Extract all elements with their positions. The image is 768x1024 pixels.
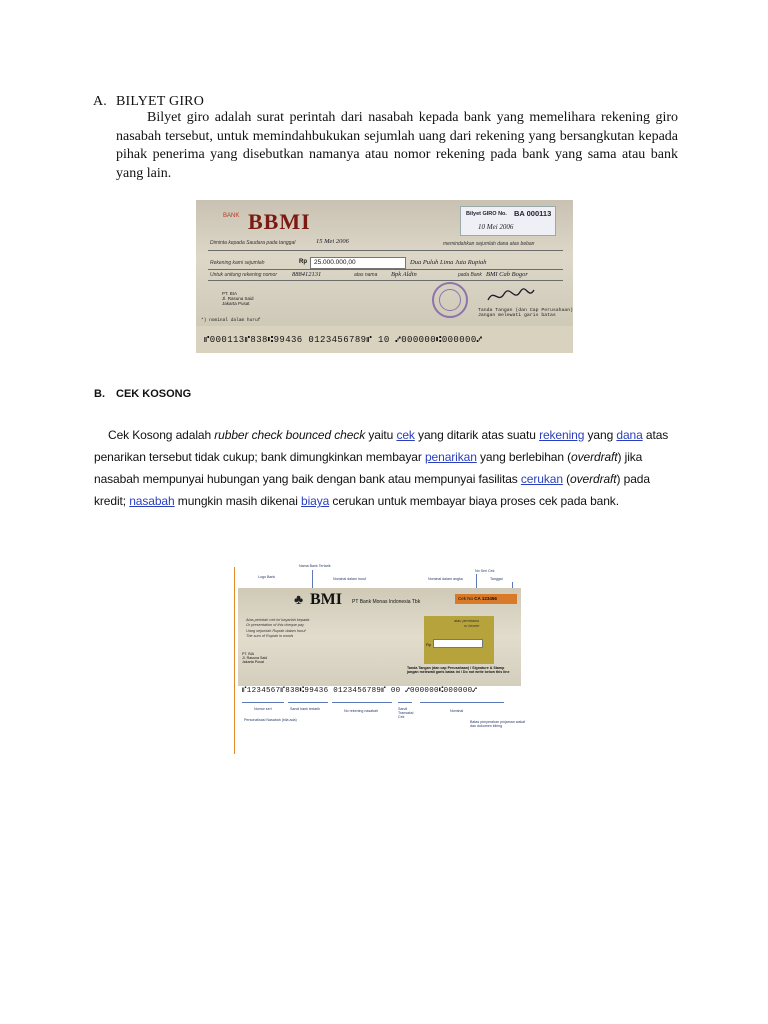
section-b-number: B. (94, 388, 105, 400)
giro-signature-label: Tanda Tangan (dan Cap Perusahaan) (478, 308, 573, 313)
text-segment: ) pada kredit; (94, 472, 650, 508)
cek-bracket (288, 702, 328, 703)
text-segment: yang berlebihan ( (476, 450, 572, 464)
cek-signature-note: Tanda Tangan (dan cap Perusahaan) / Signature & Stamp (407, 666, 505, 670)
text-segment-italic: overdraft (570, 472, 617, 486)
cek-callout-nama-bank: Nama Bank Tertarik (299, 564, 331, 568)
link-cek[interactable]: cek (396, 428, 415, 442)
link-cerukan[interactable]: cerukan (520, 472, 563, 486)
giro-signature (486, 286, 536, 306)
text-segment: ( (562, 472, 571, 486)
cek-or-bearer: or bearer (464, 624, 480, 628)
cek-line1: Atas perintah cek ini bayarlah kepada (246, 618, 310, 622)
text-segment-italic: overdraft (571, 450, 618, 464)
giro-rule-3 (208, 280, 563, 281)
giro-rule-1 (208, 250, 563, 251)
giro-bank-field-value: BMI Cab Bogor (486, 271, 528, 278)
cek-callout-no-seri: No Seri Cek (475, 569, 495, 573)
giro-rule-2 (208, 269, 563, 270)
cek-bottom-no-rekening: No rekening nasabah (344, 709, 379, 713)
cek-number-value: CA 123456 (474, 596, 497, 601)
giro-footnote: *) nominal dalam huruf (201, 318, 261, 323)
cek-bottom-personalisasi: Personalisasi Nasabah (bila ada) (244, 718, 297, 722)
text-segment-italic: rubber check bounced check (214, 428, 366, 442)
cek-bottom-nominal: Nominal (450, 709, 464, 713)
cek-number-box (455, 594, 517, 604)
text-segment: yang (584, 428, 617, 442)
giro-number-label: Bilyet GIRO No. (466, 211, 507, 217)
giro-address-line: Jl. Rasuna Said (222, 296, 254, 301)
cek-callout-nominal-huruf: Nominal dalam huruf (333, 577, 367, 581)
giro-rp-label: Rp (299, 259, 307, 265)
giro-bank-label: BANK (223, 213, 240, 219)
link-rekening[interactable]: rekening (539, 428, 585, 442)
section-a-paragraph: Bilyet giro adalah surat perintah dari nasabah kepada bank yang memelihara rekening giro nasabah tersebut, untuk memindahbukukan sejumlah uang dari rekening yang bersangkutan kepada pihak penerima yang disebutkan namanya atau nomor rekening pada bank yang sama atau bank yang lain. (116, 110, 678, 181)
cek-bracket (242, 702, 284, 703)
giro-line3-label: Untuk unitung rekening nomor (210, 272, 277, 278)
giro-number-value: BA 000113 (514, 209, 552, 218)
giro-atas-nama-value: Bpk Aldin (391, 271, 417, 278)
section-a-heading (93, 94, 204, 110)
giro-stamp-inner (439, 289, 461, 311)
cek-line2: Or presentation of this cheque pay (246, 623, 305, 627)
bilyet-giro-image (196, 200, 573, 353)
giro-amount-words: Dua Puluh Lima Juta Rupiah (410, 259, 487, 266)
cek-address-line: Jakarta Pusat (242, 660, 264, 664)
cek-callout-nominal-angka: Nominal dalam angka (428, 577, 463, 581)
section-a-number: A. (93, 94, 108, 109)
cek-bottom-bank-tertarik: Sandi bank tertarik (290, 707, 320, 711)
giro-signature-note: Jangan melewati garis batas (478, 313, 556, 318)
giro-atas-nama-label: atas nama (354, 272, 378, 278)
giro-address-line: Jakarta Pusat (222, 301, 250, 306)
cek-callout-logo: Logo Bank (258, 575, 276, 579)
giro-micr-line: ⑈000113⑈838⑆99436 0123456789⑈ 10 ⑇000000⑆000000⑇ (204, 335, 483, 345)
text-segment: ) jika nasabah mempunyai hubungan yang baik dengan bank atau mempunyai fasilitas (94, 450, 643, 486)
text-segment: yang ditarik atas suatu (414, 428, 540, 442)
section-b-heading (94, 388, 191, 400)
cek-bracket (420, 702, 504, 703)
cek-callout-tanggal: Tanggal (490, 577, 503, 581)
cek-line4: The sum of Rupiah in words (246, 634, 294, 638)
section-b-title: CEK KOSONG (116, 388, 192, 400)
cek-signature-note-2: jangan melewati garis batas ini / Do not write below this line (407, 670, 510, 674)
giro-address-line: PT. BIA (222, 291, 238, 296)
link-penarikan[interactable]: penarikan (424, 450, 477, 464)
text-segment: yaitu (365, 428, 397, 442)
link-biaya[interactable]: biaya (301, 494, 330, 508)
cek-micr-line: ⑈1234567⑈838⑆99436 0123456789⑈ 00 ⑇000000⑆000000⑇ (242, 687, 478, 695)
cek-bottom-sandi-transaksi: Sandi Transaksi Cek (398, 707, 414, 719)
cek-address-line: PT. BIA (242, 652, 254, 656)
cek-diagram-image (232, 562, 532, 754)
link-dana[interactable]: dana (616, 428, 643, 442)
giro-line1-label: Diminta kepada Saudara pada tanggal (210, 240, 296, 246)
link-nasabah[interactable]: nasabah (129, 494, 175, 508)
cek-bottom-batas: Batas penyerahan pinjaman wakaf dan dokumen kliring (470, 720, 526, 728)
giro-line1-value: 15 Mei 2006 (316, 238, 349, 245)
giro-amount-box: 25.000.000,00 (310, 257, 406, 269)
cek-address (242, 652, 267, 664)
cek-bracket (332, 702, 392, 703)
cek-amount-box (433, 639, 483, 648)
cek-number-label: Cek No (458, 596, 474, 601)
giro-signature-block (478, 308, 573, 318)
cek-left-rule (234, 567, 235, 754)
text-segment: atas penarikan tersebut tidak cukup; bank dimungkinkan membayar (94, 428, 669, 464)
cek-pt-name: PT Bank Monas Indonesia Tbk (352, 599, 421, 605)
cek-atas-pembawa: atau pembawa (454, 619, 479, 623)
section-a-title: BILYET GIRO (116, 94, 205, 109)
giro-line2-label: Rekening kami sejumlah (210, 260, 265, 266)
giro-account-number: 888412131 (292, 271, 322, 278)
text-segment: mungkin masih dikenai (174, 494, 301, 508)
cek-rp-label: Rp (426, 642, 432, 647)
cek-bank-name: BMI (310, 591, 342, 608)
text-segment: cerukan untuk membayar biaya proses cek pada bank. (329, 494, 619, 508)
cek-line3: Uang sejumlah Rupiah dalam huruf (246, 629, 306, 633)
section-b-paragraph (94, 424, 680, 512)
giro-line1-right: memindahkan sejumlah dana atas beban (443, 241, 535, 247)
bank-logo-icon: ♣ (294, 591, 304, 607)
cek-signature-notes (407, 666, 509, 674)
giro-bank-field-label: pada Bank (458, 272, 482, 278)
giro-bank-name: BBMI (248, 209, 311, 234)
giro-date: 10 Mei 2006 (478, 223, 514, 231)
text-segment: Cek Kosong adalah (108, 428, 215, 442)
cek-address-line: Jl. Rasuna Said (242, 656, 268, 660)
cek-bottom-nomor-seri: Nomor seri (254, 707, 272, 711)
cek-bracket (398, 702, 412, 703)
giro-address (222, 291, 254, 306)
